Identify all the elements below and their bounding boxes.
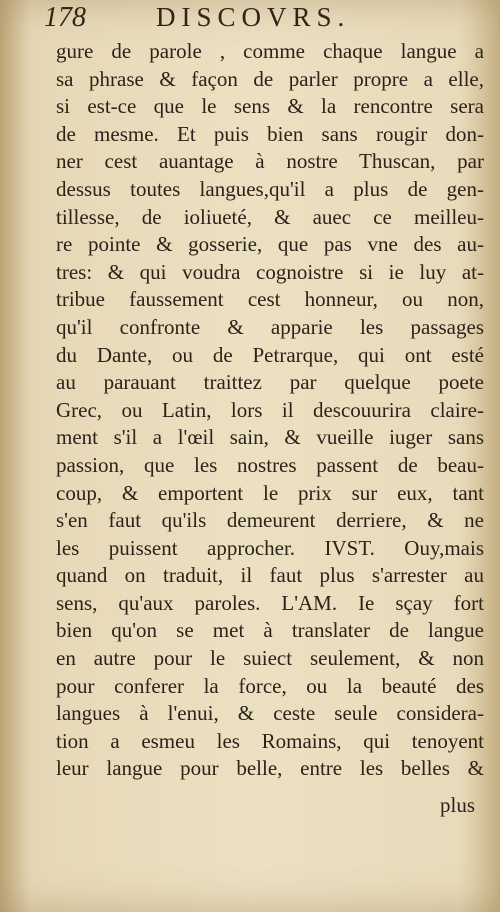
text-line: gure de parole , comme chaque langue a	[56, 39, 484, 63]
text-line: sens, qu'aux paroles. L'AM. Ie sçay fort	[56, 590, 484, 615]
text-line: tillesse, de ioliueté, & auec ce meilleu-	[56, 204, 484, 229]
page-header	[44, 2, 464, 42]
catchword: plus	[440, 793, 476, 817]
text-line: si est-ce que le sens & la rencontre sera	[56, 94, 484, 119]
text-line: de mesme. Et puis bien sans rougir don-	[56, 121, 484, 146]
text-line: pour conferer la force, ou la beauté des	[56, 673, 484, 698]
text-line: sa phrase & façon de parler propre a elle,	[56, 66, 484, 91]
text-line: en autre pour le suiect seulement, & non	[56, 646, 484, 671]
text-line: coup, & emportent le prix sur eux, tant	[56, 480, 484, 505]
text-line: au parauant traittez par quelque poete	[56, 370, 484, 395]
text-line: du Dante, ou de Petrarque, qui ont esté	[56, 342, 484, 367]
text-line: les puissent approcher. IVST. Ouy,mais	[56, 535, 484, 560]
text-line: ner cest auantage à nostre Thuscan, par	[56, 149, 484, 174]
text-line: tion a esmeu les Romains, qui tenoyent	[56, 728, 484, 753]
text-line: ment s'il a l'œil sain, & vueille iuger sans	[56, 425, 484, 450]
text-line: s'en faut qu'ils demeurent derriere, & ne	[56, 508, 484, 533]
text-line: langues à l'enui, & ceste seule considera-	[56, 701, 484, 726]
text-line: qu'il confronte & apparie les passages	[56, 314, 484, 339]
text-line: re pointe & gosserie, que pas vne des au-	[56, 232, 484, 257]
page-number: 178	[44, 2, 86, 33]
text-line: bien qu'on se met à translater de langue	[56, 618, 484, 643]
text-line: dessus toutes langues,qu'il a plus de gen-	[56, 176, 484, 201]
text-line: tres: & qui voudra cognoistre si ie luy at-	[56, 259, 484, 284]
body-text	[56, 38, 484, 783]
text-line: passion, que les nostres passent de beau-	[56, 452, 484, 477]
text-line: quand on traduit, il faut plus s'arrester au	[56, 563, 484, 588]
text-line: leur langue pour belle, entre les belles &	[56, 756, 484, 781]
text-line: Grec, ou Latin, lors il descouurira claire-	[56, 397, 484, 422]
running-head: DISCOVRS.	[156, 2, 351, 32]
text-line: tribue faussement cest honneur, ou non,	[56, 287, 484, 312]
